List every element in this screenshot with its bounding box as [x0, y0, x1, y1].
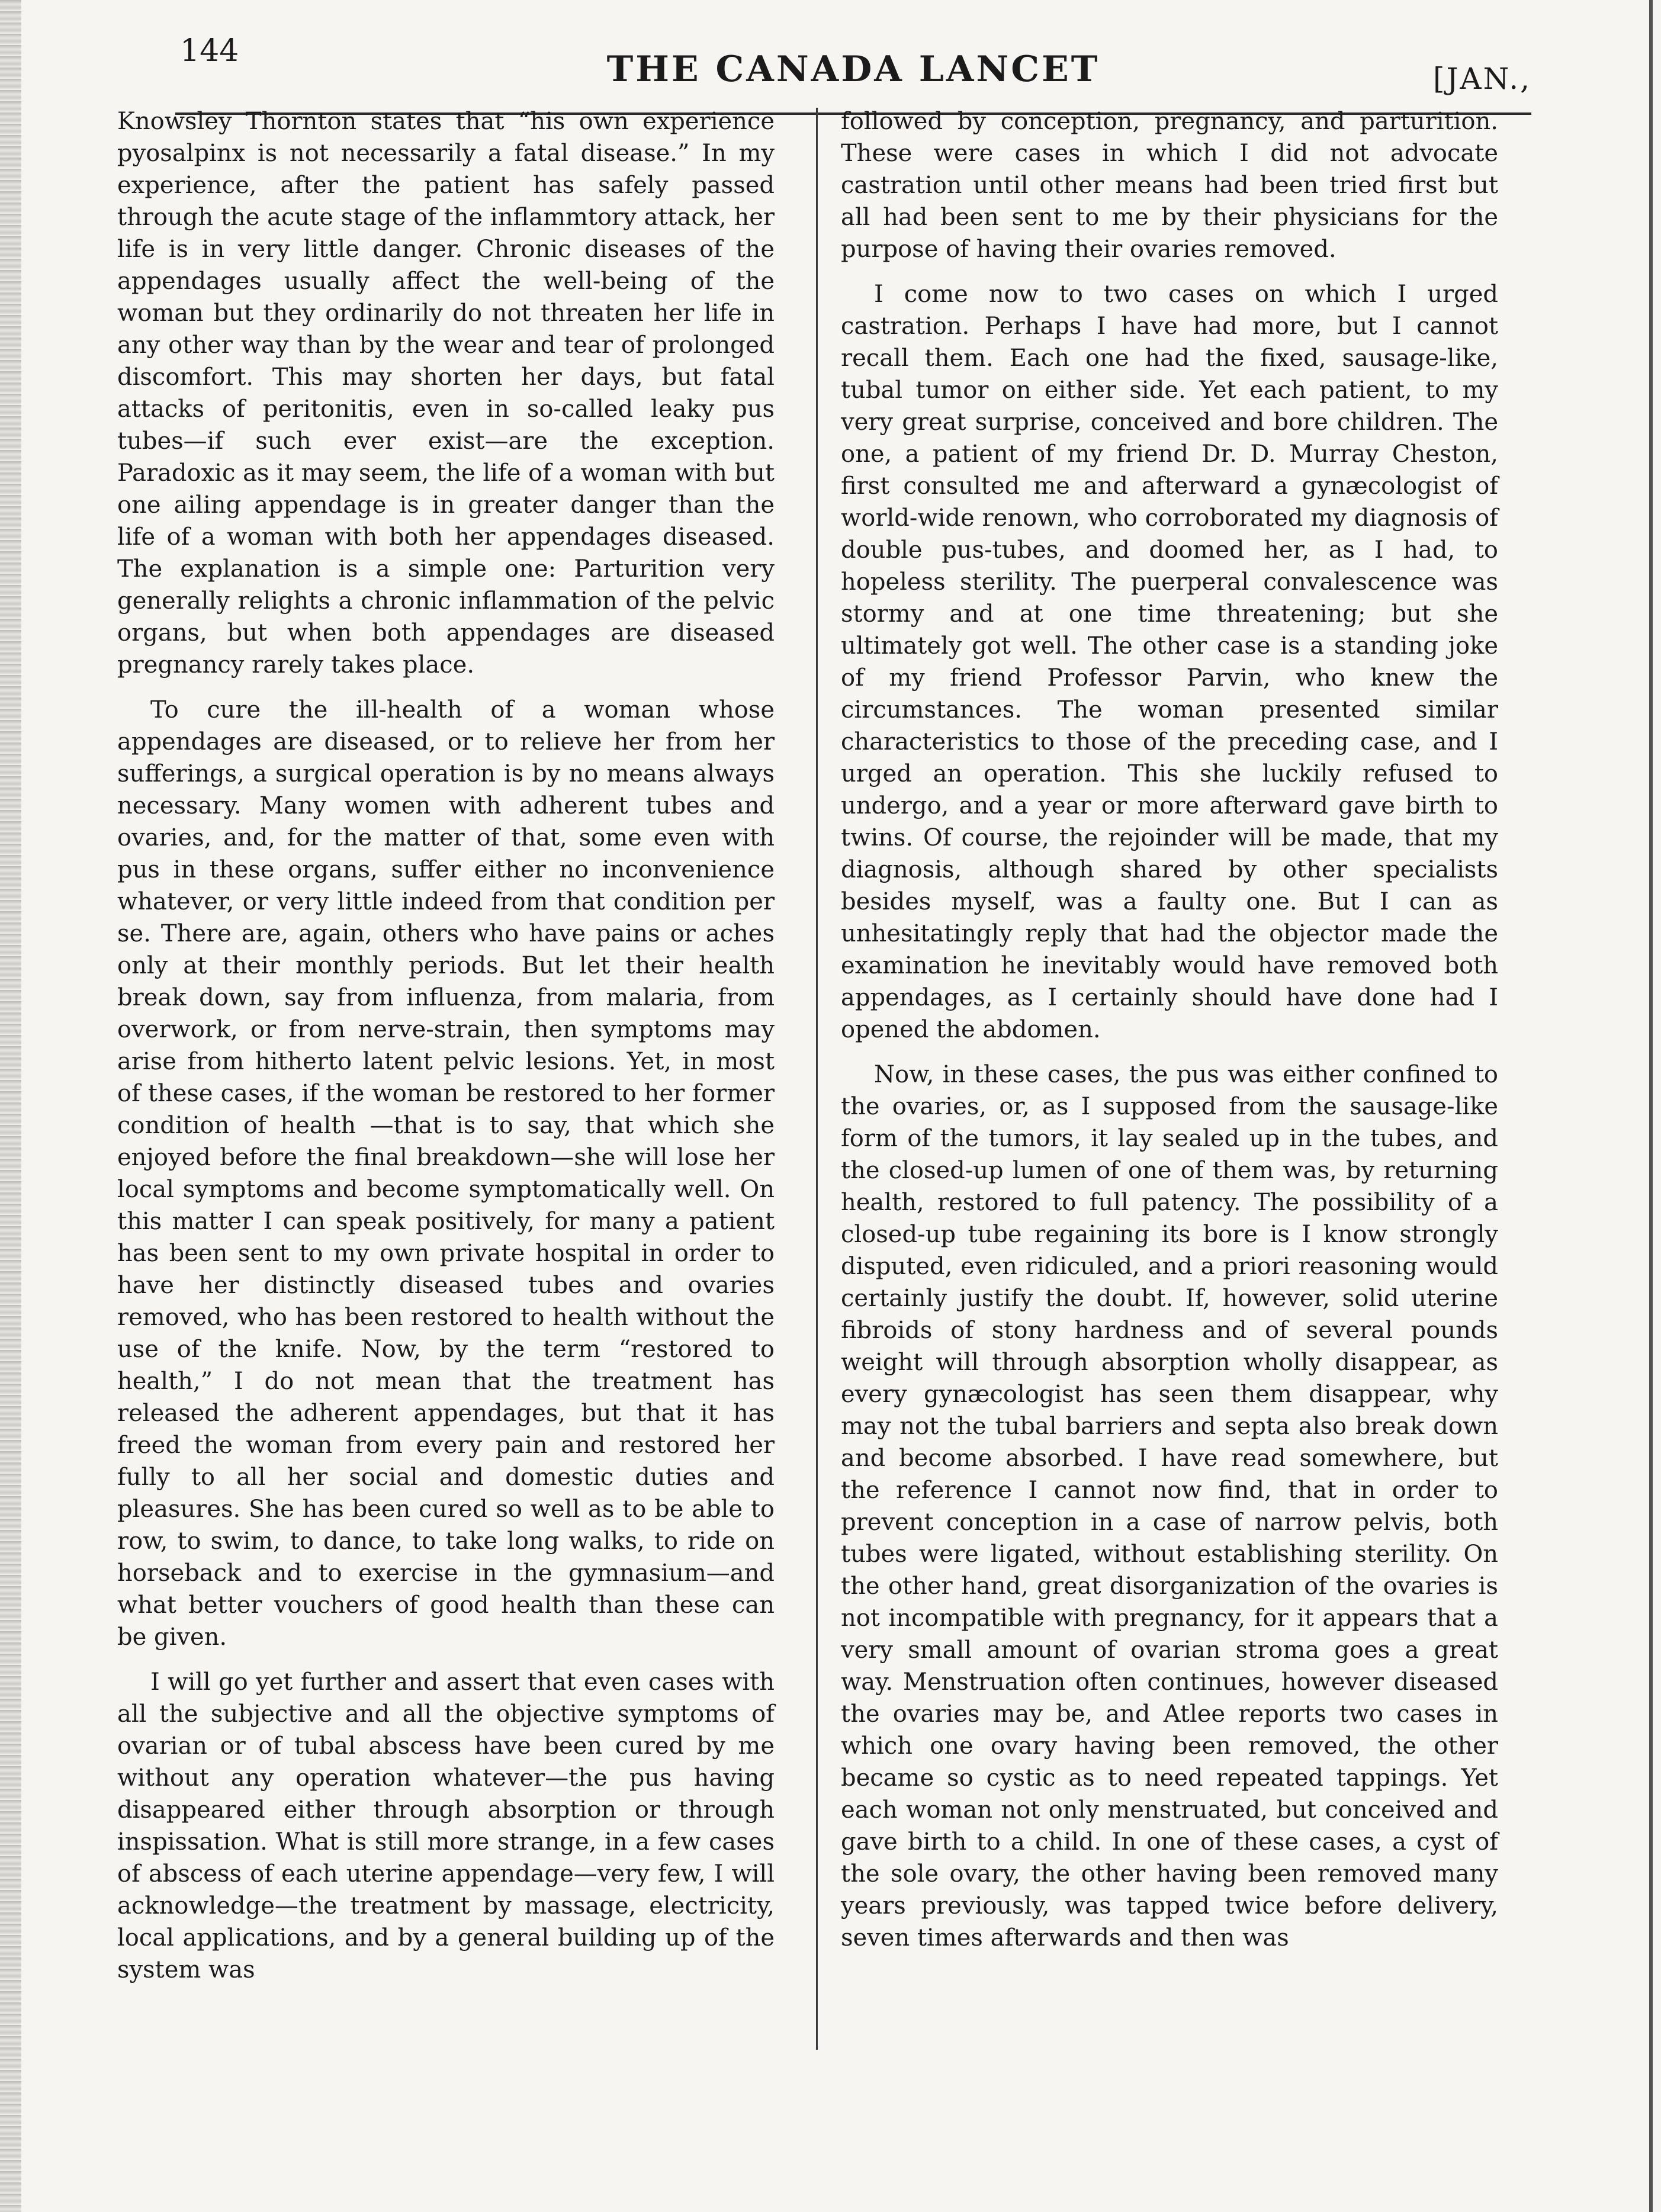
paragraph: Now, in these cases, the pus was either confined to the ovaries, or, as I supposed from the sausage-like form of the tumors, it lay sealed up in the tubes, and the closed-up lumen of one of them was, by returning health, restored to full patency. The possibility of a closed-up tube regaining its bore is I know strongly disputed, even ridiculed, and a priori reasoning would certainly justify the doubt. If, however, solid uterine fibroids of stony hardness and of several pounds weight will through absorption wholly disappear, as every gynæcologist has seen them disappear, why may not the tubal barriers and septa also break down and become absorbed. I have read somewhere, but the reference I cannot now find, that in order to prevent conception in a case of narrow pelvis, both tubes were ligated, without establishing sterility. On the other hand, great disorganization of the ovaries is not incompatible with pregnancy, for it appears that a very small amount of ovarian stroma goes a great way. Menstruation often continues, however diseased the ovaries may be, and Atlee reports two cases in which one ovary having been removed, the other became so cystic as to need repeated tappings. Yet each woman not only menstruated, but conceived and gave birth to a child. In one of these cases, a cyst of the sole ovary, the other having been removed many years previously, was tapped twice before delivery, seven times afterwards and then was	[841, 1061, 1498, 1951]
paragraph: I will go yet further and assert that even cases with all the subjective and all the objective symptoms of ovarian or of tubal abscess have been cured by me without any operation whatever—the pus having disappeared either through absorption or through inspissation. What is still more strange, in a few cases of abscess of each uterine appendage—very few, I will acknowledge—the treatment by massage, electricity, local applications, and by a general building up of the system was	[117, 1668, 775, 1983]
journal-title: THE CANADA LANCET	[606, 49, 1100, 90]
paragraph: To cure the ill-health of a woman whose appendages are diseased, or to relieve her from her sufferings, a surgical operation is by no means always necessary. Many women with adherent tubes and ovaries, and, for the matter of that, some even with pus in these organs, suffer either no inconvenience whatever, or very little indeed from that condition per se. There are, again, others who have pains or aches only at their monthly periods. But let their health break down, say from influenza, from malaria, from overwork, or from nerve-strain, then symptoms may arise from hitherto latent pelvic lesions. Yet, in most of these cases, if the woman be restored to her former condition of health —that is to say, that which she enjoyed before the final breakdown—she will lose her local symptoms and become symptomatically well. On this matter I can speak positively, for many a patient has been sent to my own private hospital in order to have her distinctly diseased tubes and ovaries removed, who has been restored to health without the use of the knife. Now, by the term “restored to health,” I do not mean that the treatment has released the adherent appendages, but that it has freed the woman from every pain and restored her fully to all her social and domestic duties and pleasures. She has been cured so well as to be able to row, to swim, to dance, to take long walks, to ride on horseback and to exercise in the gymnasium—and what better vouchers of good health than these can be given.	[117, 696, 775, 1651]
left-column	[117, 105, 775, 2053]
paragraph: I come now to two cases on which I urged castration. Perhaps I have had more, but I cannot recall them. Each one had the fixed, sausage-like, tubal tumor on either side. Yet each patient, to my very great surprise, conceived and bore children. The one, a patient of my friend Dr. D. Murray Cheston, first consulted me and afterward a gynæcologist of world-wide renown, who corroborated my diagnosis of double pus-tubes, and doomed her, as I had, to hopeless sterility. The puerperal convalescence was stormy and at one time threatening; but she ultimately got well. The other case is a standing joke of my friend Professor Parvin, who knew the circumstances. The woman presented similar characteristics to those of the preceding case, and I urged an operation. This she luckily refused to undergo, and a year or more afterward gave birth to twins. Of course, the rejoinder will be made, that my diagnosis, although shared by other specialists besides myself, was a faulty one. But I can as unhesitatingly reply that had the objector made the examination he inevitably would have removed both appendages, as I certainly should have done had I opened the abdomen.	[841, 281, 1498, 1043]
issue-month: [JAN.,	[1433, 62, 1531, 96]
paragraph: Knowsley Thornton states that “his own experience pyosalpinx is not necessarily a fatal disease.” In my experience, after the patient has safely passed through the acute stage of the inflammtory attack, her life is in very little danger. Chronic diseases of the appendages usually affect the well-being of the woman but they ordinarily do not threaten her life in any other way than by the wear and tear of prolonged discomfort. This may shorten her days, but fatal attacks of peritonitis, even in so-called leaky pus tubes—if such ever exist—are the exception. Paradoxic as it may seem, the life of a woman with but one ailing appendage is in greater danger than the life of a woman with both her appendages diseased. The explanation is a simple one: Parturition very generally relights a chronic inflammation of the pelvic organs, but when both appendages are diseased pregnancy rarely takes place.	[117, 108, 775, 679]
binding-edge	[0, 0, 21, 2212]
column-divider	[816, 108, 818, 2050]
right-column	[841, 105, 1498, 2053]
page-header	[175, 30, 1531, 115]
page-fold-shadow	[1649, 0, 1653, 2212]
page-number: 144	[180, 33, 239, 69]
paragraph: followed by conception, pregnancy, and parturition. These were cases in which I did not advocate castration until other means had been tried first but all had been sent to me by their physicians for the purpose of having their ovaries removed.	[841, 108, 1498, 263]
